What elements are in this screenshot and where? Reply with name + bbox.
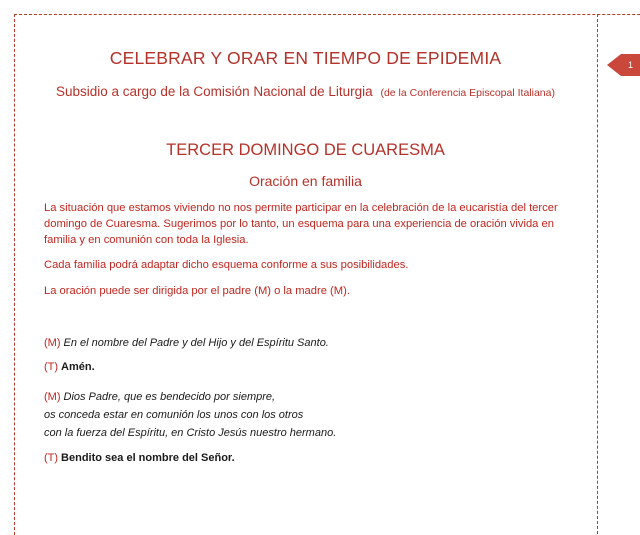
- prayer-text: con la fuerza del Espíritu, en Cristo Jesús nuestro hermano.: [44, 427, 337, 439]
- intro-text: La situación que estamos viviendo no nos permite participar en la celebración de la eucaristía del tercer domingo de Cuaresma. Sugerimos por lo tanto, un esquema para una experiencia de oración vivida en familia y en comunión con toda la Iglesia.: [44, 202, 558, 246]
- response-text: Amén.: [61, 361, 95, 373]
- prayer-line: [44, 361, 95, 373]
- prayer-line: [44, 452, 235, 464]
- role-label: (T): [44, 361, 59, 373]
- subtitle-main: Subsidio a cargo de la Comisión Nacional de Liturgia: [56, 84, 373, 99]
- response-text: Bendito sea el nombre del Señor.: [61, 452, 235, 464]
- prayer-text: Dios Padre, que es bendecido por siempre,: [63, 391, 276, 403]
- comment-marker[interactable]: [607, 54, 640, 76]
- page-margin-line: [597, 14, 598, 534]
- comment-arrow-icon: [607, 54, 621, 76]
- subtitle-source: (de la Conferencia Episcopal Italiana): [380, 87, 555, 99]
- prayer-line: [44, 388, 336, 442]
- adapt-paragraph: Cada familia podrá adaptar dicho esquema conforme a sus posibilidades.: [44, 259, 409, 271]
- role-label: (M): [44, 337, 61, 349]
- prayer-line: [44, 337, 329, 349]
- section-heading: Oración en familia: [249, 173, 362, 189]
- intro-paragraph: [44, 200, 589, 248]
- document-subtitle: [14, 84, 597, 99]
- document-title: CELEBRAR Y ORAR EN TIEMPO DE EPIDEMIA: [109, 48, 502, 68]
- liturgical-day-heading: TERCER DOMINGO DE CUARESMA: [166, 141, 445, 159]
- comment-count[interactable]: 1: [621, 54, 640, 76]
- leader-paragraph: La oración puede ser dirigida por el padre (M) o la madre (M).: [44, 285, 350, 297]
- prayer-text: En el nombre del Padre y del Hijo y del Espíritu Santo.: [63, 337, 329, 349]
- role-label: (M): [44, 391, 61, 403]
- role-label: (T): [44, 452, 59, 464]
- prayer-text: os conceda estar en comunión los unos con los otros: [44, 409, 304, 421]
